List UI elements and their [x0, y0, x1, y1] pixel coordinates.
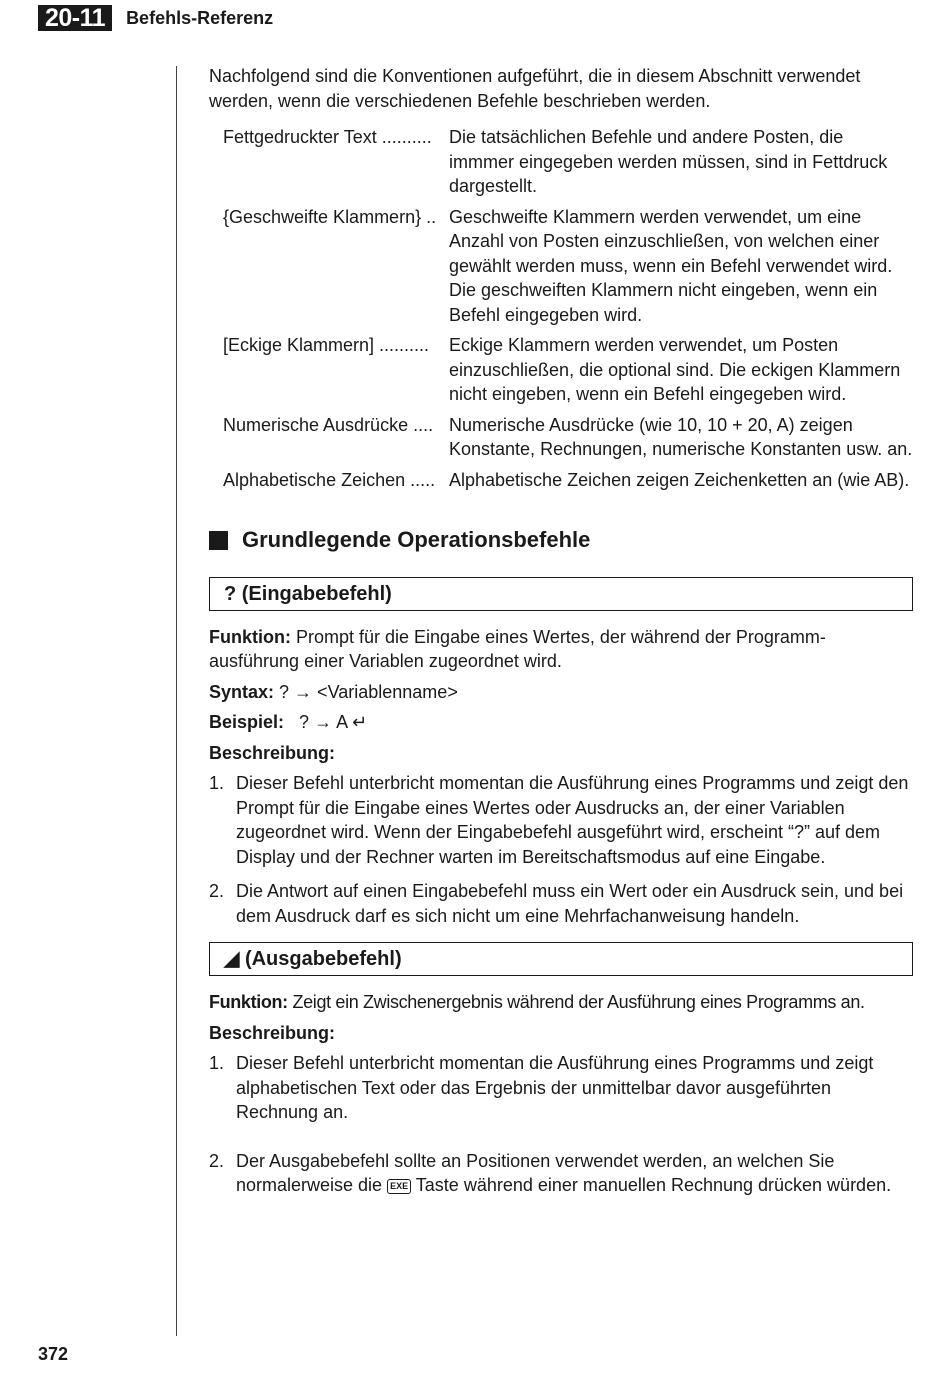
syntax-line [209, 680, 913, 705]
convention-row [223, 468, 913, 493]
list-item [209, 1051, 913, 1125]
description-list [209, 771, 913, 928]
function-text: Prompt für die Eingabe eines Wertes, der während der Programm-ausführung einer Variablen zugeordnet wird. [209, 626, 826, 671]
description-list [209, 1051, 913, 1198]
conventions-list [209, 125, 913, 492]
list-item [209, 879, 913, 928]
convention-row [223, 333, 913, 407]
page-content [209, 64, 913, 1208]
list-number: 1. [209, 1053, 225, 1073]
list-number: 2. [209, 881, 225, 901]
function-line [209, 625, 913, 674]
list-text-before-key: Der Ausgabebefehl sollte an Positionen verwendet werden, an welchen Sie normalerweise die [236, 1150, 835, 1195]
description-label: Beschreibung: [209, 1022, 336, 1043]
convention-term: {Geschweifte Klammern} .. [223, 206, 437, 227]
function-label: Funktion: [209, 992, 288, 1012]
section-number-badge: 20-11 [38, 5, 112, 31]
list-number: 2. [209, 1150, 225, 1171]
convention-term: Fettgedruckter Text .......... [223, 127, 432, 147]
example-line [209, 710, 913, 735]
page-header [38, 5, 273, 31]
example-text: ? → A ↵ [299, 712, 368, 732]
square-bullet-icon [209, 531, 228, 550]
convention-description: Die tatsächlichen Befehle und andere Posten, die immmer eingegeben werden müssen, sind in Fettdruck dargestellt. [449, 127, 888, 196]
command-title-box: ◢ (Ausgabebefehl) [209, 942, 913, 976]
function-text: Zeigt ein Zwischenergebnis während der Ausführung eines Programms an. [292, 992, 865, 1012]
convention-row [223, 125, 913, 199]
convention-description: Alphabetische Zeichen zeigen Zeichenketten an (wie AB). [449, 469, 910, 490]
convention-term: Alphabetische Zeichen ..... [223, 469, 436, 490]
example-label: Beispiel: [209, 712, 285, 732]
convention-description: Numerische Ausdrücke (wie 10, 10 + 20, A) zeigen Konstante, Rechnungen, numerische Konstanten usw. an. [449, 414, 913, 459]
margin-rule [176, 66, 177, 1336]
header-title: Befehls-Referenz [126, 7, 274, 28]
convention-description: Geschweifte Klammern werden verwendet, um eine Anzahl von Posten einzuschließen, von welchen einer gewählt werden muss, wenn ein Befehl verwendet wird. Die geschweiften Klammern nicht eingeben, wenn ein Befehl eingegeben wird. [449, 206, 893, 325]
description-label: Beschreibung: [209, 742, 336, 763]
list-number: 1. [209, 773, 225, 793]
list-text-after-key: Taste während einer manuellen Rechnung drücken würden. [415, 1175, 892, 1195]
convention-term: [Eckige Klammern] .......... [223, 335, 430, 355]
list-item [209, 771, 913, 869]
list-text [236, 1149, 913, 1198]
convention-row [223, 205, 913, 328]
page-number: 372 [38, 1344, 69, 1364]
section-heading-text: Grundlegende Operationsbefehle [242, 527, 591, 552]
intro-paragraph: Nachfolgend sind die Konventionen aufgeführt, die in diesem Abschnitt verwendet werden, wenn die verschiedenen Befehle beschrieben werden. [209, 66, 861, 111]
command-title-box: ? (Eingabebefehl) [209, 577, 913, 611]
function-line [209, 990, 913, 1015]
section-heading [209, 528, 913, 553]
convention-row [223, 413, 913, 462]
list-item [209, 1149, 913, 1198]
exe-key-icon: EXE [387, 1179, 411, 1194]
syntax-label: Syntax: [209, 681, 275, 702]
convention-term: Numerische Ausdrücke .... [223, 414, 434, 435]
list-text: Die Antwort auf einen Eingabebefehl muss ein Wert oder ein Ausdruck sein, und bei dem Ausdruck darf es sich nicht um eine Mehrfachanweisung handeln. [236, 881, 904, 926]
convention-description: Eckige Klammern werden verwendet, um Posten einzuschließen, die optional sind. Die eckigen Klammern nicht eingeben, wenn ein Befehl eingegeben wird. [449, 335, 901, 404]
function-label: Funktion: [209, 626, 291, 647]
syntax-text: ? → <Variablenname> [279, 681, 458, 702]
list-text: Dieser Befehl unterbricht momentan die Ausführung eines Programms und zeigt den Prompt für die Eingabe eines Wertes oder Ausdrucks an, der einer Variablen zugeordnet wird. Wenn der Eingabebefehl ausgeführt wird, erscheint “?” auf dem Display und der Rechner warten im Bereitschaftsmodus auf eine Eingabe. [236, 773, 909, 867]
list-text: Dieser Befehl unterbricht momentan die Ausführung eines Programms und zeigt alphabetischen Text oder das Ergebnis der unmittelbar davor ausgeführten Rechnung an. [236, 1053, 874, 1122]
